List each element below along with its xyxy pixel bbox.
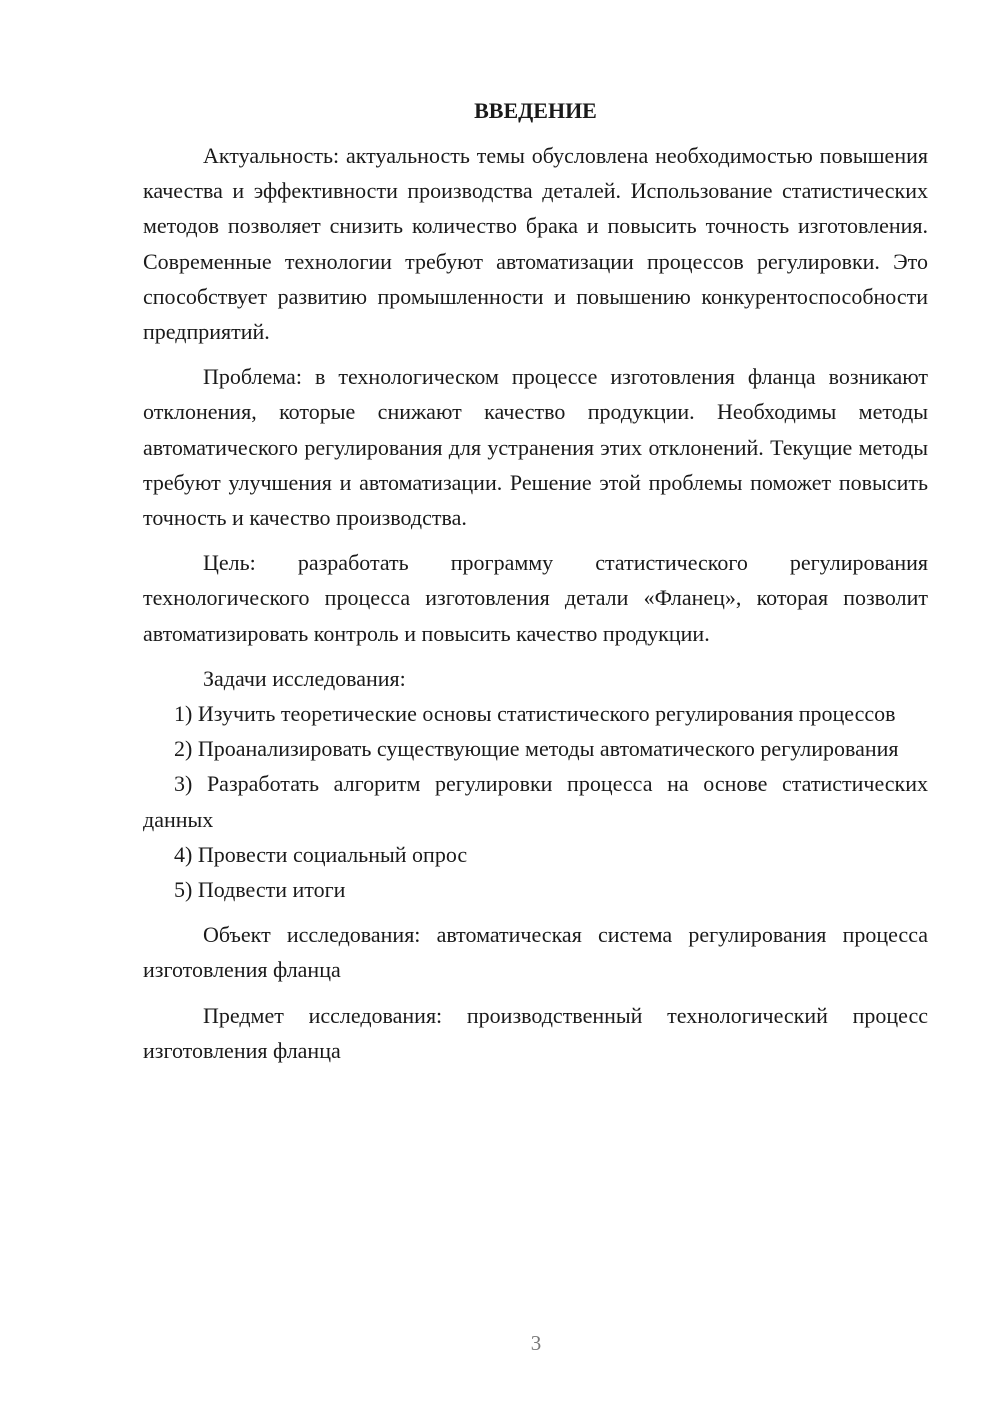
page-title: ВВЕДЕНИЕ [474, 98, 597, 123]
tasks-list [143, 696, 928, 907]
list-item-task-1: 1) Изучить теоретические основы статистического регулирования процессов [174, 701, 896, 727]
tasks-heading: Задачи исследования: [203, 665, 406, 691]
paragraph-relevance: Актуальность: актуальность темы обусловлена необходимостью повышения качества и эффективности производства деталей. Использование статистических методов позволяет снизить количество брака и повысить точность изготовления. Современные технологии требуют автоматизации процессов регулировки. Это способствует развитию промышленности и повышению конкурентоспособности предприятий. [143, 143, 928, 345]
document-page [143, 93, 928, 1068]
page-number: 3 [530, 1331, 542, 1355]
list-item-task-3: 3) Разработать алгоритм регулировки процесса на основе статистических данных [143, 771, 928, 832]
paragraph-object: Объект исследования: автоматическая система регулирования процесса изготовления фланца [143, 922, 928, 983]
paragraph-problem: Проблема: в технологическом процессе изготовления фланца возникают отклонения, которые снижают качество продукции. Необходимы методы автоматического регулирования для устранения этих отклонений. Текущие методы требуют улучшения и автоматизации. Решение этой проблемы поможет повысить точность и качество производства. [143, 364, 928, 531]
list-item-task-4: 4) Провести социальный опрос [174, 841, 468, 867]
paragraph-subject: Предмет исследования: производственный технологический процесс изготовления фланца [143, 1002, 928, 1063]
list-item-task-2: 2) Проанализировать существующие методы автоматического регулирования [174, 736, 899, 762]
paragraph-goal: Цель: разработать программу статистического регулирования технологического процесса изготовления детали «Фланец», которая позволит автоматизировать контроль и повысить качество продукции. [143, 550, 928, 646]
list-item-task-5: 5) Подвести итоги [174, 877, 346, 903]
